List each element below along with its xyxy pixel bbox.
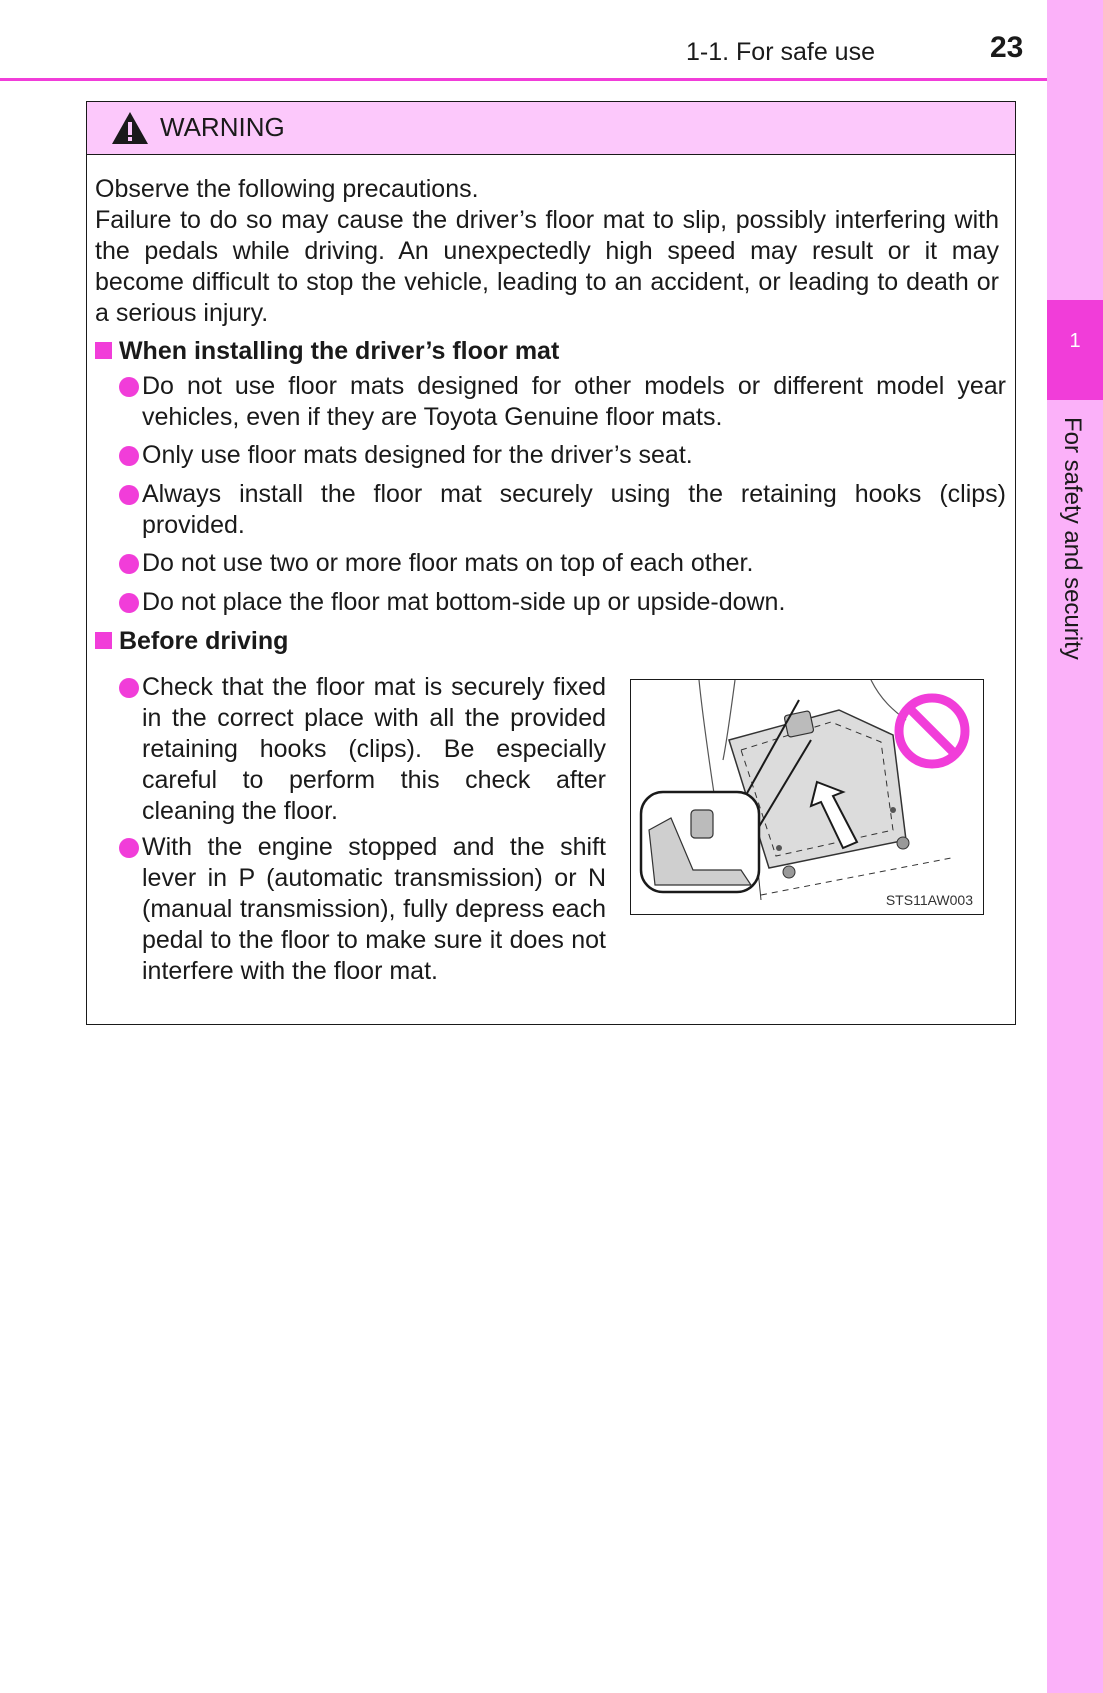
bullet-dot-icon [119, 593, 139, 613]
list-item: Only use floor mats designed for the driver’s seat. [142, 441, 693, 469]
section-heading-text: When installing the driver’s floor mat [118, 337, 560, 365]
warning-triangle-icon [110, 110, 150, 146]
bullet-dot-icon [119, 554, 139, 574]
chapter-label: For safety and security [1059, 417, 1086, 660]
bullet-dot-icon [119, 377, 139, 397]
square-bullet-icon [95, 342, 112, 359]
warning-title: WARNING [160, 112, 285, 142]
warning-body: Failure to do so may cause the driver’s floor mat to slip, possibly interfering with the pedals while driving. An unexpectedly high speed may result or it may become difficult to stop the vehicle, leading to an accident, or leading to death or a serious injury. [95, 206, 999, 327]
bullet-dot-icon [119, 485, 139, 505]
header-rule [0, 78, 1047, 81]
chapter-side-tab [1047, 0, 1103, 1693]
warning-intro: Observe the following precautions. [95, 175, 479, 203]
floor-mat-illustration [630, 679, 984, 915]
list-item: With the engine stopped and the shift lever in P (automatic transmission) or N (manual transmission), fully depress each pedal to the floor to make sure it does not interfere with the floor mat. [142, 833, 606, 985]
list-item: Do not use two or more floor mats on top of each other. [142, 549, 754, 577]
bullet-dot-icon [119, 838, 139, 858]
section-heading-text: Before driving [118, 627, 289, 655]
list-item: Check that the floor mat is securely fixed in the correct place with all the provided retaining hooks (clips). Be especially careful to perform this check after cleaning the floor. [142, 673, 606, 825]
floor-mat-drawing [631, 680, 984, 915]
header-section-title: 1-1. For safe use [686, 38, 875, 66]
list-item: Do not place the floor mat bottom-side up or upside-down. [142, 588, 786, 616]
prohibited-icon [899, 698, 965, 764]
chapter-number: 1 [1069, 330, 1081, 352]
list-item: Always install the floor mat securely using the retaining hooks (clips) provided. [142, 480, 1006, 539]
list-item: Do not use floor mats designed for other models or different model year vehicles, even if they are Toyota Genuine floor mats. [142, 372, 1006, 431]
section-heading-installing [95, 336, 559, 367]
square-bullet-icon [95, 632, 112, 649]
page-number: 23 [990, 31, 1024, 64]
warning-header [87, 102, 1015, 155]
figure-code: STS11AW003 [885, 892, 973, 908]
bullet-dot-icon [119, 446, 139, 466]
bullet-dot-icon [119, 678, 139, 698]
section-heading-before-driving [95, 626, 288, 657]
